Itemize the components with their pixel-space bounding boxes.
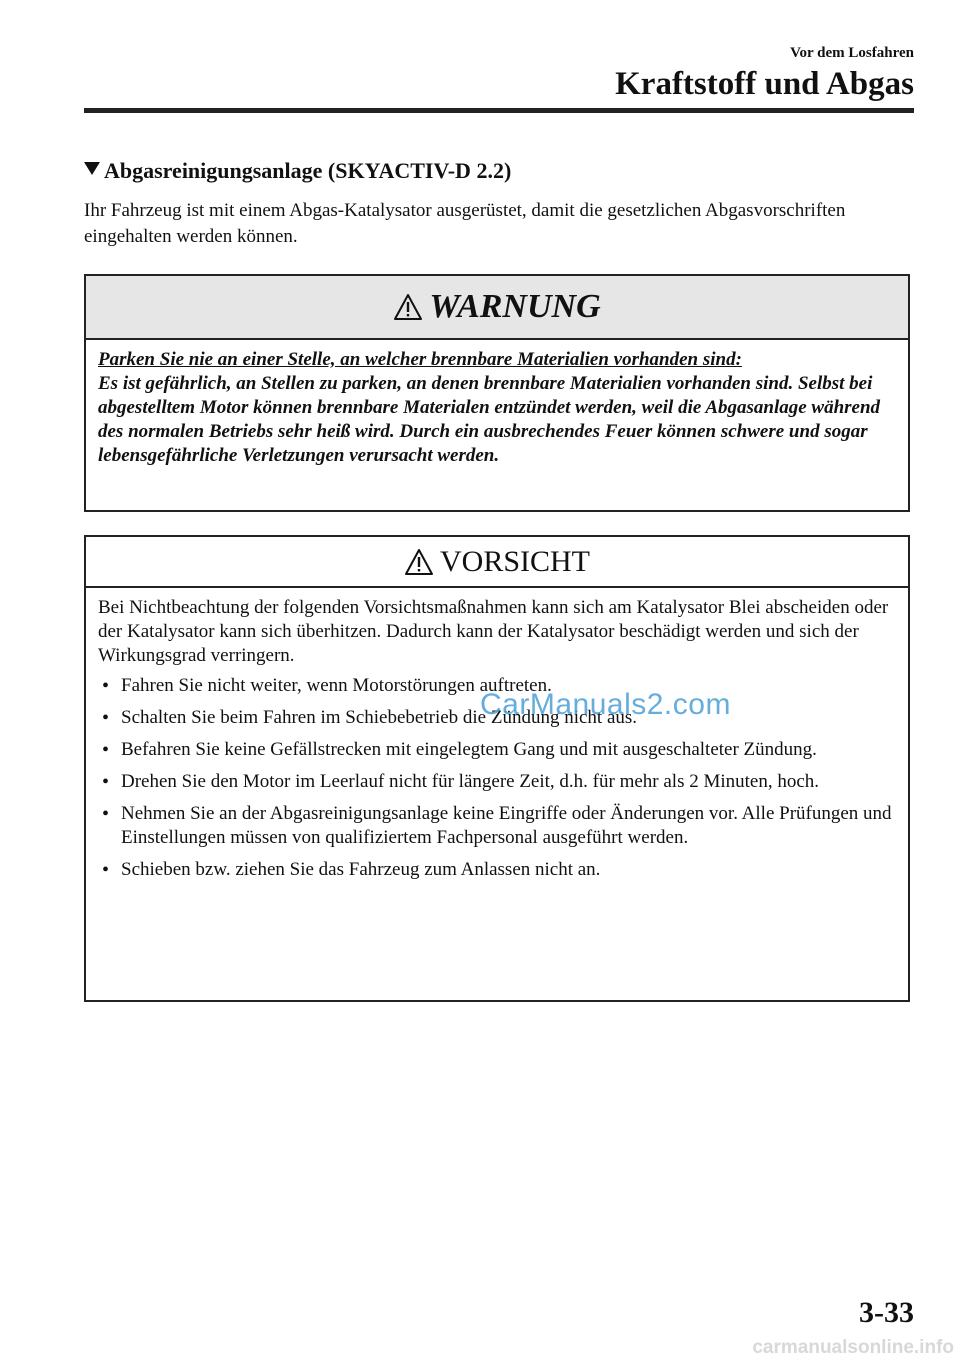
caution-intro: Bei Nichtbeachtung der folgenden Vorsichtsmaßnahmen kann sich am Katalysator Blei abscheiden oder der Katalysator kann sich überhitzen. Dadurch kann der Katalysator beschädigt werden und sich der Wirkungsgrad verringern. — [98, 597, 889, 666]
warning-triangle-icon — [393, 293, 423, 321]
list-item: • Schieben bzw. ziehen Sie das Fahrzeug zum Anlassen nicht an. — [98, 858, 896, 882]
footer-watermark: carmanualsonline.info — [752, 1337, 954, 1358]
warning-header — [86, 276, 908, 340]
header-rule — [84, 108, 914, 113]
caution-body — [86, 588, 908, 882]
list-item: • Drehen Sie den Motor im Leerlauf nicht für längere Zeit, d.h. für mehr als 2 Minuten, hoch. — [98, 770, 896, 794]
page-header — [615, 44, 914, 104]
warning-title: WARNUNG — [429, 288, 601, 325]
header-chapter-title: Kraftstoff und Abgas — [615, 66, 914, 102]
section-heading-text: Abgasreinigungsanlage (SKYACTIV-D 2.2) — [104, 158, 512, 183]
watermark: CarManuals2.com — [480, 688, 731, 721]
section-intro: Ihr Fahrzeug ist mit einem Abgas-Katalysator ausgerüstet, damit die gesetzlichen Abgasvorschriften eingehalten werden können. — [84, 200, 846, 247]
caution-triangle-icon — [404, 548, 434, 576]
list-item: • Befahren Sie keine Gefällstrecken mit eingelegtem Gang und mit ausgeschalteter Zündung. — [98, 738, 896, 762]
warning-box — [84, 274, 910, 512]
list-item: • Schalten Sie beim Fahren im Schiebebetrieb die Zündung nicht aus. — [98, 706, 896, 730]
triangle-down-icon — [84, 162, 100, 175]
warning-body — [86, 340, 908, 468]
section-heading — [84, 156, 511, 186]
warning-text: Es ist gefährlich, an Stellen zu parken, an denen brennbare Materialien vorhanden sind. Selbst bei abgestelltem Motor können brennbare Materialen entzündet werden, weil die Abgasanlage während des normalen Betriebs sehr heiß wird. Durch ein ausbrechendes Feuer können schwere und sogar lebensgefährliche Verletzungen verursacht werden. — [98, 373, 881, 466]
header-section-title: Vor dem Losfahren — [790, 45, 914, 61]
warning-lead: Parken Sie nie an einer Stelle, an welcher brennbare Materialien vorhanden sind: — [98, 349, 742, 370]
page-number: 3-33 — [859, 1296, 914, 1329]
list-item: • Nehmen Sie an der Abgasreinigungsanlage keine Eingriffe oder Änderungen vor. Alle Prüfungen und Einstellungen müssen von qualifiziertem Fachpersonal ausgeführt werden. — [98, 802, 896, 850]
caution-box — [84, 535, 910, 1002]
list-item: • Fahren Sie nicht weiter, wenn Motorstörungen auftreten. — [98, 674, 896, 698]
caution-title: VORSICHT — [439, 544, 590, 578]
caution-header — [86, 537, 908, 588]
